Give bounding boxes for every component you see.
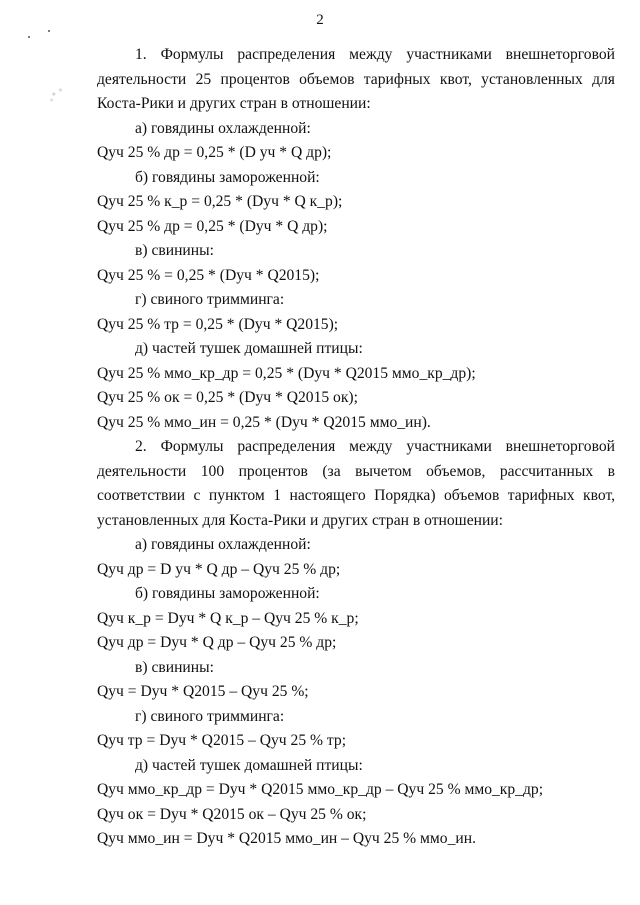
s1-beef-frozen-heading: б) говядины замороженной: xyxy=(135,168,320,186)
s2-beef-frozen-dr-formula: Qуч др = Dуч * Q др – Qуч 25 % др; xyxy=(97,634,337,651)
s1-pork-formula: Qуч 25 % = 0,25 * (Dуч * Q2015); xyxy=(97,266,320,284)
scan-speck xyxy=(28,36,30,38)
s2-trim-formula: Qуч тр = Dуч * Q2015 – Qуч 25 % тр; xyxy=(97,732,347,749)
s1-trim-formula: Qуч 25 % тр = 0,25 * (Dуч * Q2015); xyxy=(97,315,339,333)
s1-beef-chilled-formula: Qуч 25 % др = 0,25 * (D уч * Q др); xyxy=(97,144,332,161)
s1-poultry-mmo-in-formula: Qуч 25 % ммо_ин = 0,25 * (Dуч * Q2015 ммо_ин). xyxy=(97,413,431,431)
faint-stamp-mark xyxy=(45,84,67,104)
s2-beef-frozen-heading: б) говядины замороженной: xyxy=(135,585,320,602)
s2-poultry-mmo-in-formula: Qуч ммо_ин = Dуч * Q2015 ммо_ин – Qуч 25 % ммо_ин. xyxy=(97,830,476,847)
s2-beef-chilled-formula: Qуч др = D уч * Q др – Qуч 25 % др; xyxy=(97,560,341,578)
s1-beef-frozen-dr-formula: Qуч 25 % др = 0,25 * (Dуч * Q др); xyxy=(97,217,328,235)
s2-poultry-mmo-kr-dr-formula: Qуч ммо_кр_др = Dуч * Q2015 ммо_кр_др – Qуч 25 % ммо_кр_др; xyxy=(97,781,544,798)
s2-pork-heading: в) свинины: xyxy=(135,658,214,676)
s1-poultry-mmo-kr-dr-formula: Qуч 25 % ммо_кр_др = 0,25 * (Dуч * Q2015 ммо_кр_др); xyxy=(97,364,476,382)
s1-trim-heading: г) свиного тримминга: xyxy=(135,291,285,308)
page-number: 2 xyxy=(316,12,324,28)
s2-poultry-heading: д) частей тушек домашней птицы: xyxy=(135,756,363,774)
s1-beef-frozen-kr-formula: Qуч 25 % к_р = 0,25 * (Dуч * Q к_р); xyxy=(97,193,343,210)
s2-poultry-ok-formula: Qуч ок = Dуч * Q2015 ок – Qуч 25 % ок; xyxy=(97,805,367,823)
s2-trim-heading: г) свиного тримминга: xyxy=(135,707,285,725)
document-body xyxy=(97,43,615,852)
scan-speck xyxy=(48,30,50,32)
s1-pork-heading: в) свинины: xyxy=(135,242,214,259)
s1-beef-chilled-heading: а) говядины охлажденной: xyxy=(135,119,311,137)
s1-poultry-ok-formula: Qуч 25 % ок = 0,25 * (Dуч * Q2015 ок); xyxy=(97,389,358,406)
s2-beef-chilled-heading: а) говядины охлажденной: xyxy=(135,536,311,553)
section-2-paragraph: 2. Формулы распределения между участниками внешнеторговой деятельности 100 процентов (за вычетом объемов, рассчитанных в соответствии с пунктом 1 настоящего Порядка) объемов тарифных квот, установленных для Коста-Рики и других стран в отношении: xyxy=(97,438,615,529)
s1-poultry-heading: д) частей тушек домашней птицы: xyxy=(135,340,363,357)
s2-beef-frozen-kr-formula: Qуч к_р = Dуч * Q к_р – Qуч 25 % к_р; xyxy=(97,609,359,627)
s2-pork-formula: Qуч = Dуч * Q2015 – Qуч 25 %; xyxy=(97,683,309,700)
section-1-paragraph: 1. Формулы распределения между участниками внешнеторговой деятельности 25 процентов объемов тарифных квот, установленных для Коста-Рики и других стран в отношении: xyxy=(97,46,615,112)
